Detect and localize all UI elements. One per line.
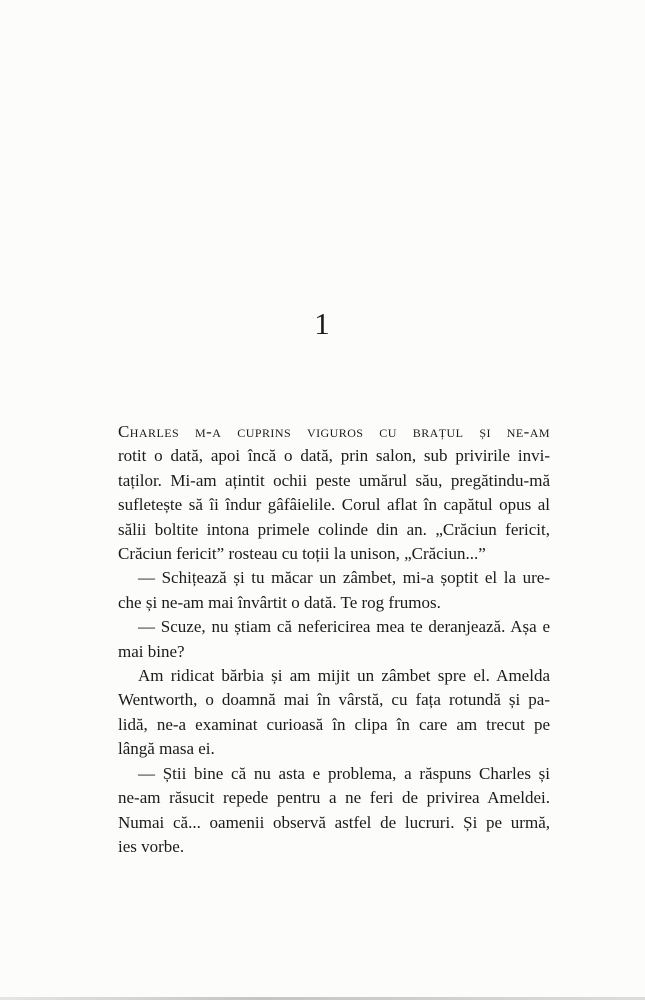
text-line: Wentworth, o doamnă mai în vârstă, cu fața rotundă și pa- [118, 690, 550, 710]
paragraph-dialogue-charles-2 [118, 762, 550, 860]
text-line: taților. Mi-am ațintit ochii peste umărul său, pregătindu-mă [118, 470, 550, 490]
text-line: che și ne-am mai învârtit o dată. Te rog frumos. [118, 592, 441, 612]
text-line: lângă masa ei. [118, 739, 215, 759]
chapter-body-text [118, 420, 550, 859]
text-line: Crăciun fericit” rosteau cu toții la unison, „Crăciun...” [118, 544, 486, 564]
text-line: sufletește să îi îndur gâfâielile. Corul aflat în capătul opus al [118, 495, 550, 515]
text-line: ne-am răsucit repede pentru a ne feri de privirea Ameldei. [118, 788, 550, 808]
text-line: sălii boltite intona primele colinde din an. „Crăciun fericit, [118, 519, 550, 539]
paragraph-dialogue-narrator-1 [118, 615, 550, 664]
text-line: mai bine? [118, 641, 185, 661]
text-line: Charles m-a cuprins viguros cu brațul și ne-am [118, 422, 550, 441]
text-line: — Știi bine că nu asta e problema, a răspuns Charles și [138, 763, 550, 783]
paragraph-opening [118, 420, 550, 566]
text-line: — Schițează și tu măcar un zâmbet, mi-a șoptit el la ure- [138, 568, 550, 588]
text-line: ies vorbe. [118, 836, 185, 856]
paragraph-narrative-amelda [118, 664, 550, 762]
text-line: Am ridicat bărbia și am mijit un zâmbet spre el. Amelda [138, 666, 550, 686]
text-line: — Scuze, nu știam că nefericirea mea te deranjează. Așa e [138, 617, 550, 637]
chapter-number: 1 [314, 306, 331, 341]
text-line: lidă, ne-a examinat curioasă în clipa în care am trecut pe [118, 714, 550, 734]
text-line: Numai că... oamenii observă astfel de lucruri. Și pe urmă, [118, 812, 550, 832]
text-line: rotit o dată, apoi încă o dată, prin salon, sub privirile invi- [118, 446, 550, 466]
paragraph-dialogue-charles-1 [118, 566, 550, 615]
